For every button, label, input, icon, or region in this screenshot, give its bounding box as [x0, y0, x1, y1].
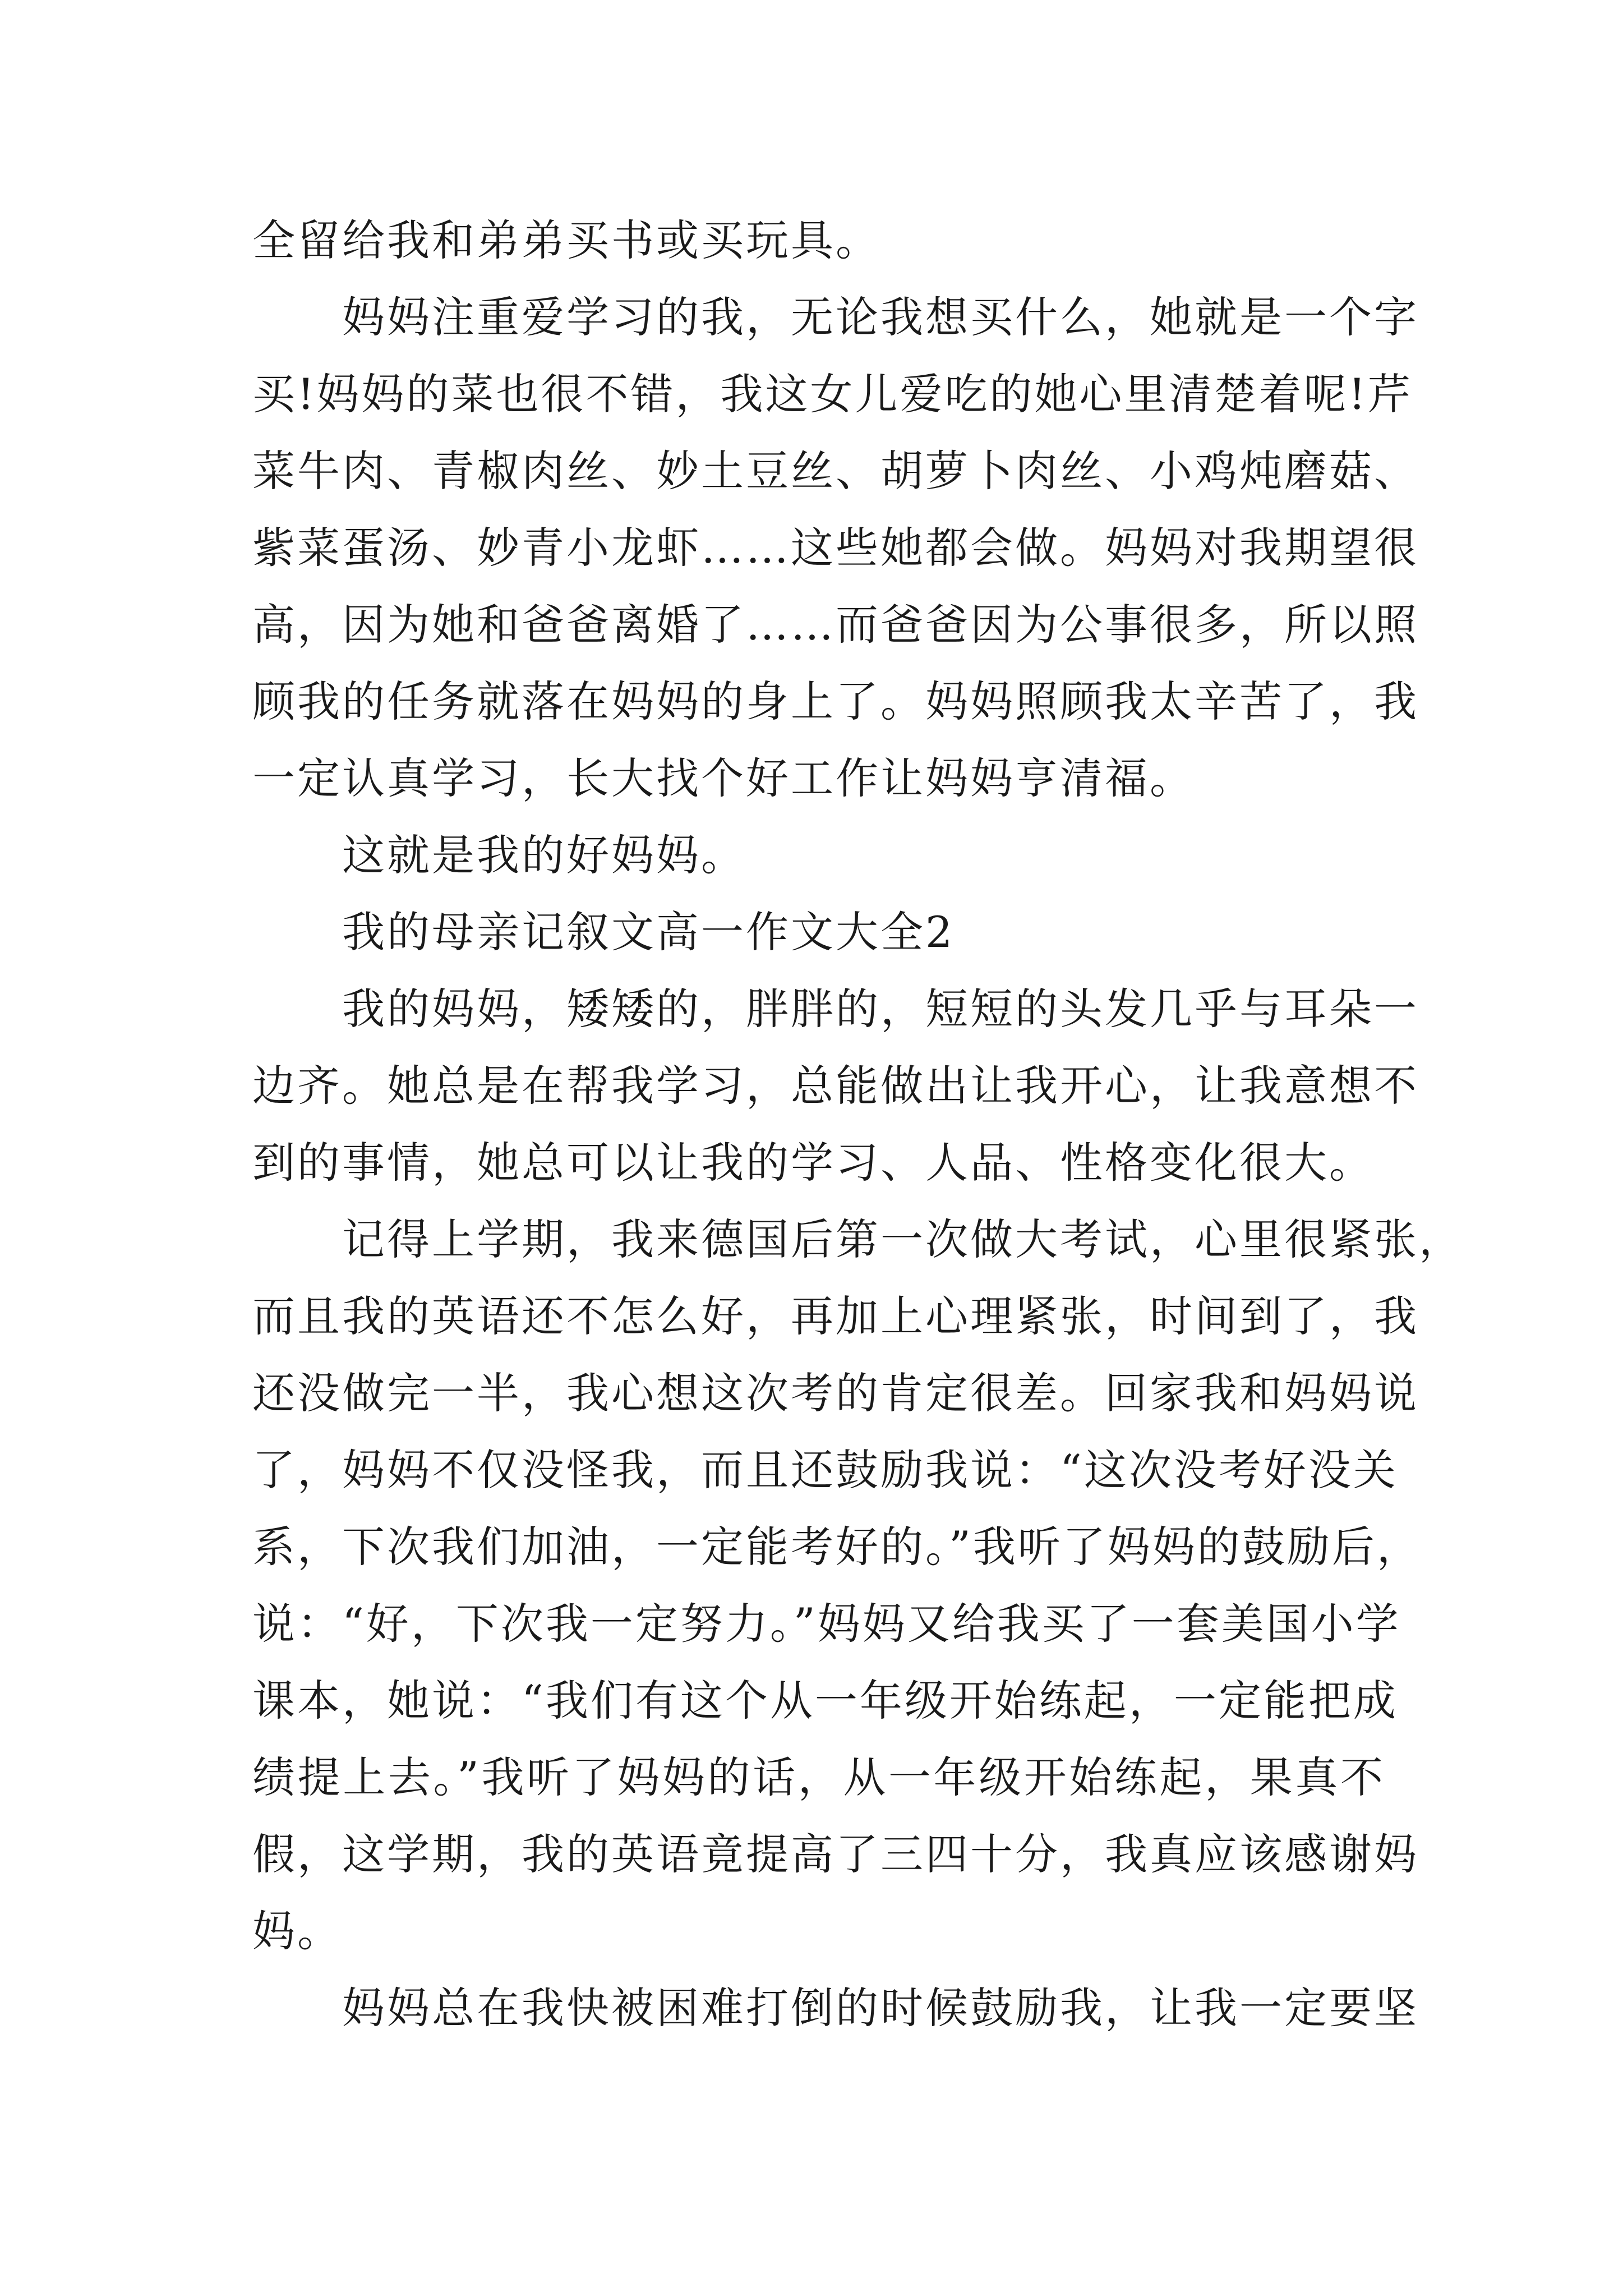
paragraph-line: 全留给我和弟弟买书或买玩具。: [252, 215, 880, 265]
paragraph-line: 而且我的英语还不怎么好，再加上心理紧张，时间到了，我: [252, 1291, 1419, 1341]
document-body: [252, 202, 1464, 2046]
paragraph-line: 菜牛肉、青椒肉丝、妙土豆丝、胡萝卜肉丝、小鸡炖磨菇、: [252, 446, 1419, 496]
paragraph-line: 课本，她说：“我们有这个从一年级开始练起，一定能把成: [252, 1676, 1398, 1726]
paragraph-line: 了，妈妈不仅没怪我，而且还鼓励我说：“这次没考好没关: [252, 1445, 1398, 1495]
paragraph-line: 一定认真学习，长大找个好工作让妈妈亨清福。: [252, 753, 1195, 803]
paragraph-line: 顾我的任务就落在妈妈的身上了。妈妈照顾我太辛苦了，我: [252, 677, 1419, 726]
paragraph-line: 紫菜蛋汤、妙青小龙虾……这些她都会做。妈妈对我期望很: [252, 523, 1419, 573]
paragraph-line: 妈妈总在我快被困难打倒的时候鼓励我，让我一定要坚: [342, 1983, 1419, 2033]
paragraph-line: 记得上学期，我来德国后第一次做大考试，心里很紧张，: [342, 1214, 1464, 1264]
paragraph-line: 买!妈妈的菜也很不错，我这女儿爱吃的她心里清楚着呢!芹: [252, 369, 1413, 419]
paragraph-line: 假，这学期，我的英语竟提高了三四十分，我真应该感谢妈: [252, 1829, 1419, 1879]
paragraph-line: 我的妈妈，矮矮的，胖胖的，短短的头发几乎与耳朵一: [342, 984, 1419, 1034]
paragraph-line: 系，下次我们加油，一定能考好的。”我听了妈妈的鼓励后，: [252, 1522, 1422, 1572]
paragraph-line: 妈。: [252, 1906, 342, 1956]
paragraph-line: 这就是我的好妈妈。: [342, 830, 746, 880]
paragraph-line: 边齐。她总是在帮我学习，总能做出让我开心，让我意想不: [252, 1061, 1419, 1111]
paragraph-line: 高，因为她和爸爸离婚了……而爸爸因为公事很多，所以照: [252, 600, 1419, 650]
paragraph-line: 妈妈注重爱学习的我，无论我想买什么，她就是一个字: [342, 292, 1419, 342]
paragraph-line: 绩提上去。”我听了妈妈的话，从一年级开始练起，果真不: [252, 1752, 1385, 1802]
paragraph-line: 还没做完一半，我心想这次考的肯定很差。回家我和妈妈说: [252, 1368, 1419, 1418]
section-title: 我的母亲记叙文高一作文大全2: [342, 907, 955, 957]
paragraph-line: 说：“好，下次我一定努力。”妈妈又给我买了一套美国小学: [252, 1599, 1401, 1649]
paragraph-line: 到的事情，她总可以让我的学习、人品、性格变化很大。: [252, 1138, 1374, 1188]
